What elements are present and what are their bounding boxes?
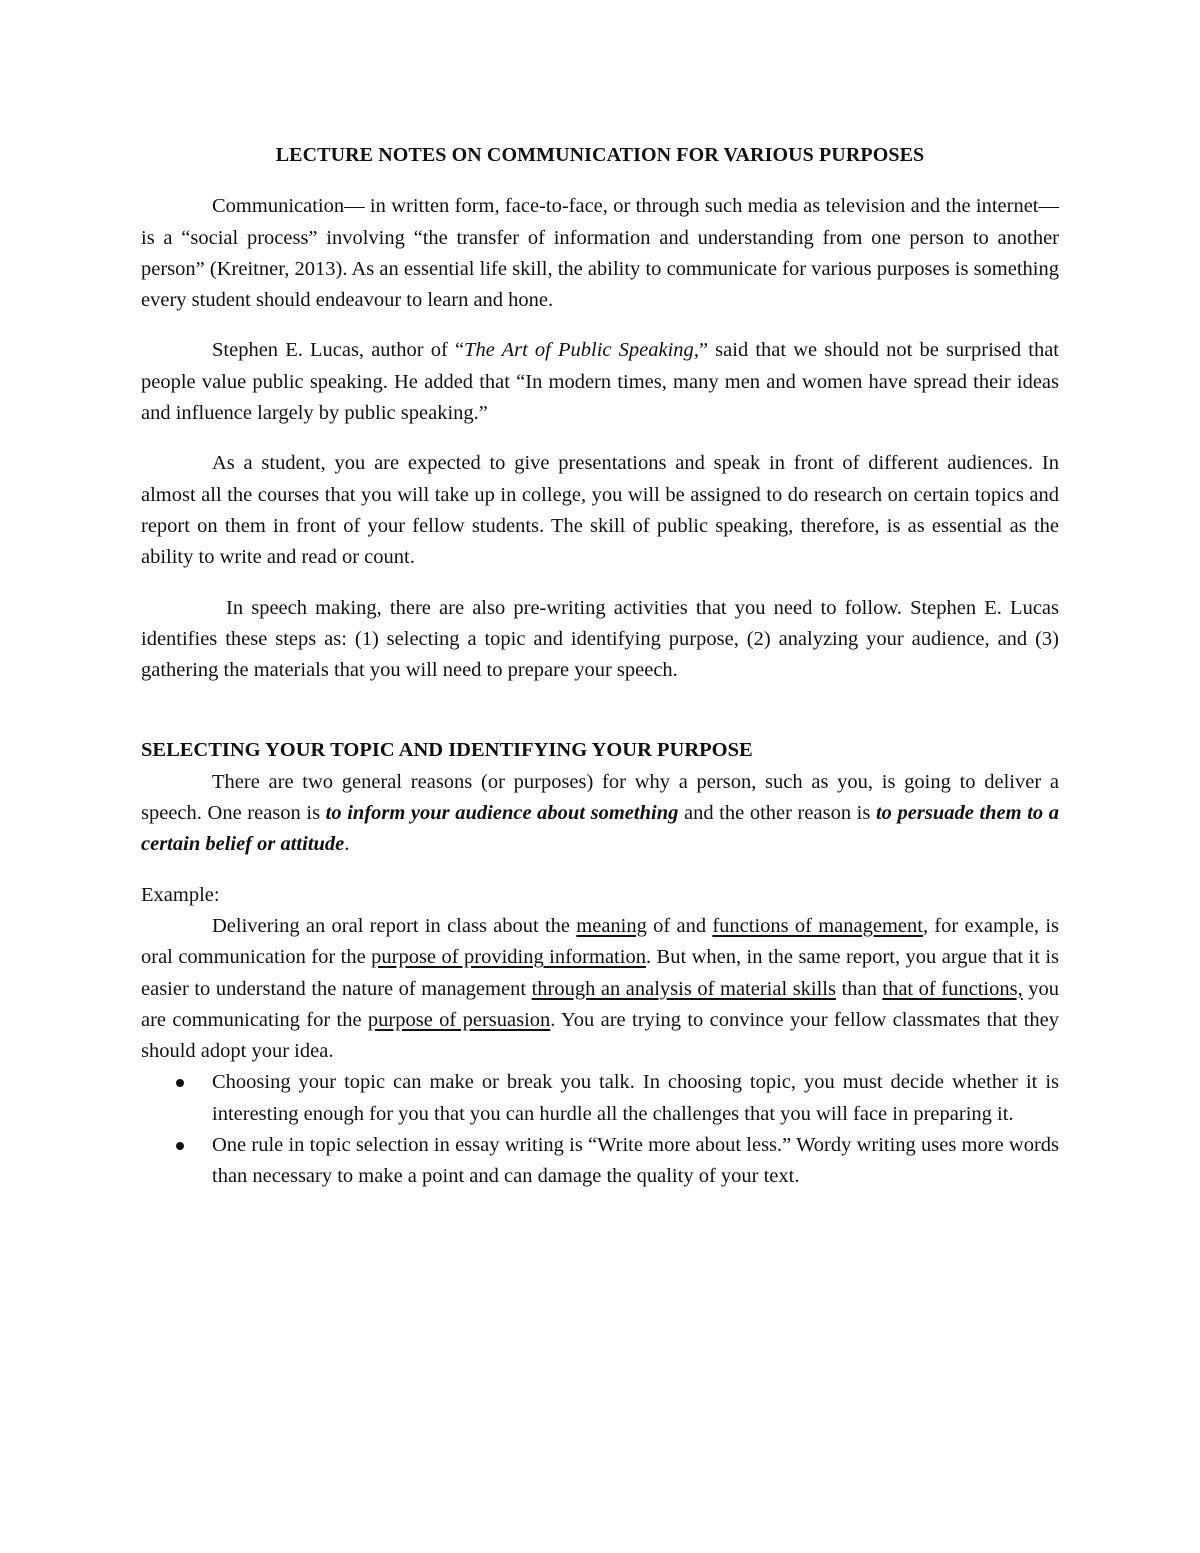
paragraph-lucas — [141, 335, 1059, 429]
paragraph-student: As a student, you are expected to give presentations and speak in front of different audiences. In almost all the courses that you will take up in college, you will be assigned to do research on certain topics and report on them in front of your fellow students. The skill of public speaking, therefore, is as essential as the ability to write and read or count. — [141, 452, 1059, 569]
paragraph-communication: Communication— in written form, face-to-face, or through such media as television and the internet— is a “social process” involving “the transfer of information and understanding from one person to another person” (Kreitner, 2013). As an essential life skill, the ability to communicate for various purposes is something every student should endeavour to learn and hone. — [141, 195, 1059, 312]
bullet-list — [141, 1067, 1059, 1192]
bullet-icon — [176, 1142, 184, 1150]
example-underline-information: purpose of providing information — [371, 946, 646, 969]
list-item — [141, 1067, 1059, 1130]
paragraph-speech-making: In speech making, there are also pre-writing activities that you need to follow. Stephen E. Lucas identifies these steps as: (1) selecting a topic and identifying purpose, (2) analyzing your audience, and (3) gathering the materials that you will need to prepare your speech. — [141, 596, 1059, 682]
example-text-4: . But when, in the same report, you argue that it is easier to understand the nature of management — [141, 946, 1060, 1000]
document-page — [141, 140, 1059, 1193]
example-label: Example: — [141, 883, 220, 906]
paragraph-example — [141, 911, 1059, 1067]
document-title: LECTURE NOTES ON COMMUNICATION FOR VARIOUS PURPOSES — [275, 144, 925, 166]
section-heading: SELECTING YOUR TOPIC AND IDENTIFYING YOUR PURPOSE — [141, 739, 753, 762]
example-underline-meaning: meaning — [576, 914, 647, 937]
purposes-text-1: There are two general reasons (or purposes) for why a person, such as you, is going to deliver a speech. One reason is — [141, 770, 1059, 825]
example-underline-functions: functions of management — [712, 914, 923, 937]
list-item — [141, 1130, 1059, 1193]
purpose-persuade: to persuade them to a certain belief or attitude — [141, 802, 1059, 856]
purposes-text-2: and the other reason is — [678, 802, 876, 825]
example-underline-persuasion: purpose of persuasion — [367, 1008, 551, 1031]
example-text-1: Delivering an oral report in class about the — [212, 914, 577, 937]
example-text-2: of and — [646, 914, 713, 937]
example-text-7: . You are trying to convince your fellow classmates that they should adopt your idea. — [141, 1008, 1060, 1063]
example-text-5: than — [835, 977, 883, 1000]
book-title: The Art of Public Speaking — [464, 339, 694, 362]
paragraph-purposes — [141, 767, 1059, 861]
example-underline-analysis: through an analysis of material skills — [531, 977, 836, 1000]
example-text-3: , for example, is oral communication for the — [141, 914, 1059, 969]
list-item-text: Choosing your topic can make or break you talk. In choosing topic, you must decide whether it is interesting enough for you that you can hurdle all the challenges that you will face in preparing it. — [212, 1071, 1059, 1125]
paragraph-lucas-text-1: Stephen E. Lucas, author of “ — [212, 339, 465, 362]
bullet-icon — [176, 1079, 184, 1087]
list-item-text: One rule in topic selection in essay writing is “Write more about less.” Wordy writing uses more words than necessary to make a point and can damage the quality of your text. — [212, 1134, 1059, 1188]
purposes-text-3: . — [344, 833, 350, 856]
paragraph-lucas-text-2: ,” said that we should not be surprised that people value public speaking. He added that “In modern times, many men and women have spread their ideas and influence largely by public speaking.” — [141, 339, 1059, 425]
example-underline-that-of-functions: that of functions, — [882, 977, 1023, 1000]
example-text-6: you are communicating for the — [141, 977, 1059, 1031]
purpose-inform: to inform your audience about something — [325, 802, 679, 825]
